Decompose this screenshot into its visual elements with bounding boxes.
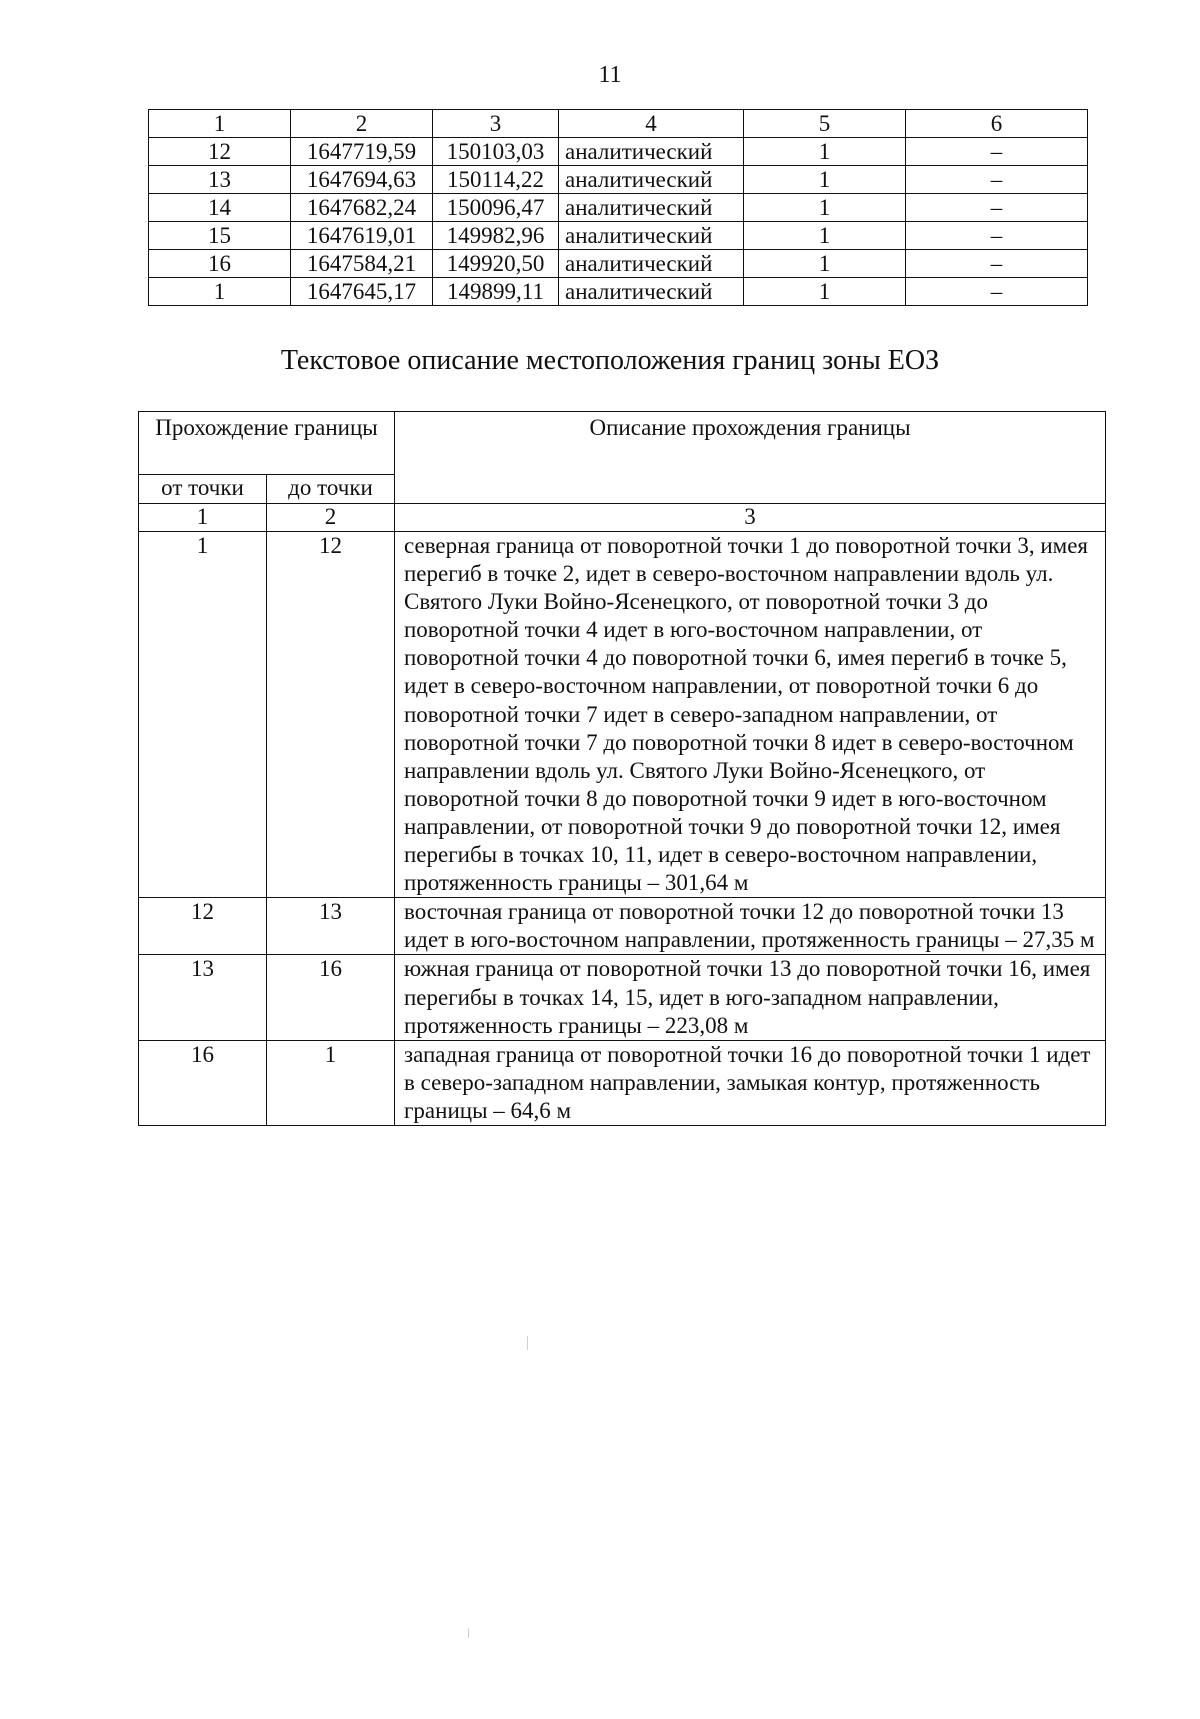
description-text: южная граница от поворотной точки 13 до поворотной точки 16, имея перегибы в точках 14, 15, идет в юго-западном направлении, протяженность границы – 223,08 м	[395, 955, 1106, 1040]
coordinates-cell: 1647694,63	[291, 166, 433, 194]
header-from-point: от точки	[139, 475, 267, 504]
to-point: 13	[267, 898, 395, 955]
header-cell: 5	[744, 110, 906, 138]
from-point: 12	[139, 898, 267, 955]
boundary-description-table	[138, 411, 1106, 1126]
coordinates-cell: аналитический	[559, 278, 744, 306]
scan-mark	[468, 1628, 469, 1638]
description-row	[139, 1040, 1106, 1125]
coordinates-cell: –	[906, 250, 1088, 278]
header-cell: 1	[149, 110, 291, 138]
header-description: Описание прохождения границы	[395, 412, 1106, 504]
coordinates-cell: 150096,47	[433, 194, 559, 222]
description-number-row	[139, 504, 1106, 532]
coordinates-cell: –	[906, 278, 1088, 306]
coordinates-cell: аналитический	[559, 138, 744, 166]
header-cell: 6	[906, 110, 1088, 138]
coordinates-cell: –	[906, 138, 1088, 166]
column-number: 2	[267, 504, 395, 532]
coordinates-cell: аналитический	[559, 166, 744, 194]
description-row	[139, 532, 1106, 898]
description-row	[139, 955, 1106, 1040]
description-row	[139, 898, 1106, 955]
description-header-row	[139, 412, 1106, 475]
coordinates-cell: 149920,50	[433, 250, 559, 278]
header-boundary-passage: Прохождение границы	[139, 412, 395, 475]
coordinates-cell: 13	[149, 166, 291, 194]
coordinates-row	[149, 250, 1088, 278]
boundary-description-body	[139, 412, 1106, 1126]
section-title: Текстовое описание местоположения границ зоны ЕОЗ	[280, 345, 940, 376]
column-number: 3	[395, 504, 1106, 532]
coordinates-table-body	[149, 110, 1088, 306]
coordinates-cell: 1647645,17	[291, 278, 433, 306]
coordinates-cell: 1	[744, 222, 906, 250]
coordinates-cell: 1647619,01	[291, 222, 433, 250]
coordinates-cell: 149899,11	[433, 278, 559, 306]
description-text: восточная граница от поворотной точки 12 до поворотной точки 13 идет в юго-восточном направлении, протяженность границы – 27,35 м	[395, 898, 1106, 955]
column-number: 1	[139, 504, 267, 532]
scan-mark	[527, 1336, 528, 1350]
coordinates-cell: 1	[744, 166, 906, 194]
coordinates-table	[148, 109, 1088, 306]
coordinates-cell: 150103,03	[433, 138, 559, 166]
coordinates-row	[149, 278, 1088, 306]
header-to-point: до точки	[267, 475, 395, 504]
to-point: 1	[267, 1040, 395, 1125]
coordinates-cell: 1647584,21	[291, 250, 433, 278]
coordinates-cell: 150114,22	[433, 166, 559, 194]
page-number: 11	[598, 62, 622, 88]
to-point: 16	[267, 955, 395, 1040]
from-point: 16	[139, 1040, 267, 1125]
coordinates-cell: 16	[149, 250, 291, 278]
from-point: 13	[139, 955, 267, 1040]
description-text: западная граница от поворотной точки 16 до поворотной точки 1 идет в северо-западном направлении, замыкая контур, протяженность границы – 64,6 м	[395, 1040, 1106, 1125]
coordinates-cell: аналитический	[559, 250, 744, 278]
coordinates-cell: 15	[149, 222, 291, 250]
coordinates-header-row	[149, 110, 1088, 138]
coordinates-row	[149, 166, 1088, 194]
coordinates-cell: 149982,96	[433, 222, 559, 250]
coordinates-cell: аналитический	[559, 222, 744, 250]
coordinates-cell: аналитический	[559, 194, 744, 222]
description-text: северная граница от поворотной точки 1 до поворотной точки 3, имея перегиб в точке 2, идет в северо-восточном направлении вдоль ул. Святого Луки Войно-Ясенецкого, от поворотной точки 3 до поворотной точки 4 идет в юго-восточном направлении, от поворотной точки 4 до поворотной точки 6, имея перегиб в точке 5, идет в северо-восточном направлении, от поворотной точки 6 до поворотной точки 7 идет в северо-западном направлении, от поворотной точки 7 до поворотной точки 8 идет в северо-восточном направлении вдоль ул. Святого Луки Войно-Ясенецкого, от поворотной точки 8 до поворотной точки 9 идет в юго-восточном направлении, от поворотной точки 9 до поворотной точки 12, имея перегибы в точках 10, 11, идет в северо-восточном направлении, протяженность границы – 301,64 м	[395, 532, 1106, 898]
coordinates-cell: 14	[149, 194, 291, 222]
header-cell: 2	[291, 110, 433, 138]
coordinates-cell: 1647682,24	[291, 194, 433, 222]
coordinates-row	[149, 222, 1088, 250]
to-point: 12	[267, 532, 395, 898]
coordinates-cell: 1	[744, 138, 906, 166]
coordinates-cell: 12	[149, 138, 291, 166]
coordinates-cell: 1647719,59	[291, 138, 433, 166]
coordinates-row	[149, 194, 1088, 222]
coordinates-cell: –	[906, 194, 1088, 222]
coordinates-cell: 1	[744, 250, 906, 278]
from-point: 1	[139, 532, 267, 898]
coordinates-cell: 1	[149, 278, 291, 306]
coordinates-cell: 1	[744, 278, 906, 306]
coordinates-cell: –	[906, 166, 1088, 194]
header-cell: 4	[559, 110, 744, 138]
coordinates-cell: –	[906, 222, 1088, 250]
header-cell: 3	[433, 110, 559, 138]
coordinates-row	[149, 138, 1088, 166]
coordinates-cell: 1	[744, 194, 906, 222]
